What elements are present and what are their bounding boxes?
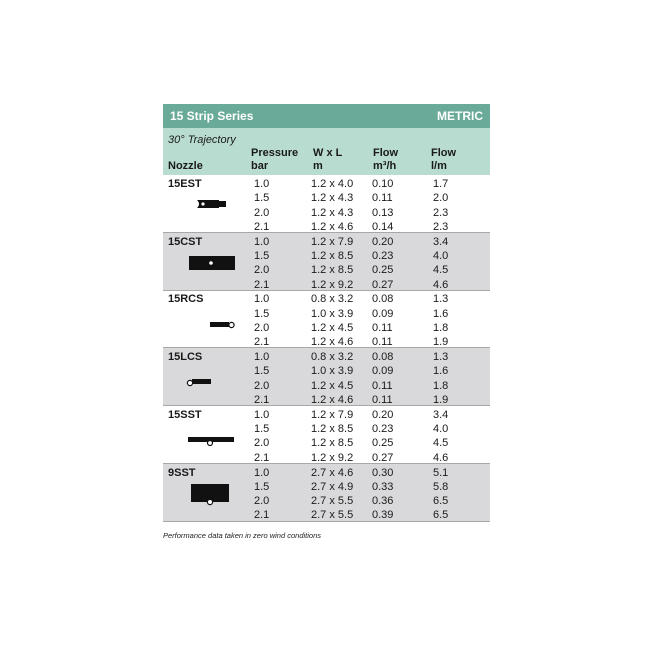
flow-lm-cell: 1.3 — [433, 351, 449, 364]
wxl-cell: 1.2 x 9.2 — [311, 451, 354, 464]
col-flow-lm: Flow l/m — [431, 147, 457, 172]
footnote: Performance data taken in zero wind conditions — [163, 531, 322, 540]
wxl-cell: 1.2 x 4.6 — [311, 336, 354, 349]
flow-lm-cell: 4.6 — [433, 278, 449, 291]
col-wxl: W x L m — [313, 147, 343, 172]
pressure-cell: 2.0 — [254, 321, 270, 334]
nozzle-name: 15SST — [168, 408, 202, 421]
flow-m3h-cell: 0.14 — [372, 220, 394, 233]
nozzle-15est-icon — [197, 197, 227, 215]
flow-m3h-cell: 0.25 — [372, 437, 394, 450]
flow-m3h-cell: 0.08 — [372, 293, 394, 306]
column-header — [163, 128, 490, 175]
wxl-cell: 1.2 x 4.3 — [311, 206, 354, 219]
flow-lm-cell: 1.8 — [433, 379, 449, 392]
nozzle-name: 15LCS — [168, 351, 203, 364]
nozzle-name: 15CST — [168, 235, 203, 248]
flow-lm-cell: 1.6 — [433, 307, 449, 320]
nozzle-group — [163, 348, 490, 406]
title-bar — [163, 104, 490, 128]
flow-lm-cell: 4.6 — [433, 451, 449, 464]
wxl-cell: 1.2 x 8.5 — [311, 264, 354, 277]
pressure-cell: 1.0 — [254, 235, 270, 248]
flow-lm-cell: 5.8 — [433, 480, 449, 493]
flow-lm-cell: 1.9 — [433, 393, 449, 406]
flow-lm-cell: 4.5 — [433, 437, 449, 450]
wxl-cell: 2.7 x 4.6 — [311, 466, 354, 479]
flow-m3h-cell: 0.11 — [372, 192, 393, 205]
pressure-cell: 1.0 — [254, 178, 270, 190]
pressure-cell: 1.0 — [254, 293, 270, 306]
wxl-cell: 2.7 x 5.5 — [311, 509, 354, 522]
nozzle-9sst-icon — [190, 483, 232, 512]
wxl-cell: 1.2 x 4.6 — [311, 393, 354, 406]
nozzle-15rcs-icon — [210, 317, 236, 335]
wxl-cell: 1.2 x 8.5 — [311, 437, 354, 450]
wxl-cell: 0.8 x 3.2 — [311, 293, 354, 306]
wxl-cell: 1.2 x 4.5 — [311, 379, 354, 392]
wxl-cell: 1.0 x 3.9 — [311, 307, 354, 320]
wxl-cell: 2.7 x 4.9 — [311, 480, 354, 493]
pressure-cell: 2.0 — [254, 206, 270, 219]
wxl-cell: 1.2 x 9.2 — [311, 278, 354, 291]
nozzle-group — [163, 175, 490, 233]
pressure-cell: 1.0 — [254, 408, 270, 421]
pressure-cell: 1.5 — [254, 192, 270, 205]
flow-lm-cell: 6.5 — [433, 509, 449, 522]
flow-m3h-cell: 0.25 — [372, 264, 394, 277]
flow-m3h-cell: 0.33 — [372, 480, 394, 493]
flow-m3h-cell: 0.13 — [372, 206, 394, 219]
flow-lm-cell: 2.3 — [433, 206, 449, 219]
flow-lm-cell: 4.0 — [433, 249, 449, 262]
flow-m3h-cell: 0.36 — [372, 495, 394, 508]
nozzle-name: 9SST — [168, 466, 196, 479]
pressure-cell: 2.1 — [254, 336, 270, 349]
pressure-cell: 1.0 — [254, 466, 270, 479]
pressure-cell: 1.0 — [254, 351, 270, 364]
wxl-cell: 1.0 x 3.9 — [311, 365, 354, 378]
pressure-cell: 1.5 — [254, 307, 270, 320]
nozzle-name: 15RCS — [168, 293, 204, 306]
flow-m3h-cell: 0.09 — [372, 365, 394, 378]
flow-lm-cell: 1.7 — [433, 178, 449, 190]
nozzle-group — [163, 290, 490, 348]
flow-lm-cell: 2.0 — [433, 192, 449, 205]
pressure-cell: 2.1 — [254, 451, 270, 464]
pressure-cell: 1.5 — [254, 423, 270, 436]
flow-lm-cell: 4.5 — [433, 264, 449, 277]
pressure-cell: 2.0 — [254, 495, 270, 508]
wxl-cell: 1.2 x 4.3 — [311, 192, 354, 205]
flow-lm-cell: 3.4 — [433, 235, 449, 248]
wxl-cell: 1.2 x 4.5 — [311, 321, 354, 334]
pressure-cell: 1.5 — [254, 365, 270, 378]
flow-m3h-cell: 0.11 — [372, 336, 393, 349]
col-pressure: Pressure bar — [251, 147, 299, 172]
pressure-cell: 2.1 — [254, 278, 270, 291]
flow-lm-cell: 2.3 — [433, 220, 449, 233]
flow-m3h-cell: 0.30 — [372, 466, 394, 479]
flow-m3h-cell: 0.08 — [372, 351, 394, 364]
pressure-cell: 2.1 — [254, 509, 270, 522]
pressure-cell: 2.0 — [254, 264, 270, 277]
wxl-cell: 1.2 x 7.9 — [311, 408, 354, 421]
flow-lm-cell: 4.0 — [433, 423, 449, 436]
flow-m3h-cell: 0.23 — [372, 423, 394, 436]
wxl-cell: 1.2 x 8.5 — [311, 423, 354, 436]
pressure-cell: 2.1 — [254, 393, 270, 406]
nozzle-name: 15EST — [168, 178, 202, 190]
nozzle-15sst-icon — [188, 434, 234, 452]
wxl-cell: 1.2 x 8.5 — [311, 249, 354, 262]
units-label: METRIC — [437, 109, 483, 123]
pressure-cell: 2.1 — [254, 220, 270, 233]
flow-m3h-cell: 0.20 — [372, 408, 394, 421]
flow-lm-cell: 1.9 — [433, 336, 449, 349]
wxl-cell: 1.2 x 4.6 — [311, 220, 354, 233]
flow-lm-cell: 3.4 — [433, 408, 449, 421]
trajectory-label: 30° Trajectory — [168, 134, 236, 146]
nozzle-15lcs-icon — [186, 374, 212, 392]
flow-m3h-cell: 0.27 — [372, 451, 394, 464]
nozzle-15cst-icon — [189, 255, 235, 276]
flow-m3h-cell: 0.27 — [372, 278, 394, 291]
flow-lm-cell: 6.5 — [433, 495, 449, 508]
pressure-cell: 1.5 — [254, 249, 270, 262]
flow-m3h-cell: 0.11 — [372, 321, 393, 334]
flow-m3h-cell: 0.39 — [372, 509, 394, 522]
col-flow-m3h: Flow m³/h — [373, 147, 399, 172]
flow-m3h-cell: 0.10 — [372, 178, 394, 190]
nozzle-group — [163, 464, 490, 522]
nozzle-group — [163, 406, 490, 464]
wxl-cell: 1.2 x 7.9 — [311, 235, 354, 248]
flow-lm-cell: 5.1 — [433, 466, 449, 479]
wxl-cell: 2.7 x 5.5 — [311, 495, 354, 508]
series-title: 15 Strip Series — [170, 109, 254, 123]
flow-m3h-cell: 0.11 — [372, 393, 393, 406]
flow-m3h-cell: 0.20 — [372, 235, 394, 248]
nozzle-group — [163, 233, 490, 291]
flow-m3h-cell: 0.09 — [372, 307, 394, 320]
flow-lm-cell: 1.6 — [433, 365, 449, 378]
flow-lm-cell: 1.3 — [433, 293, 449, 306]
flow-lm-cell: 1.8 — [433, 321, 449, 334]
pressure-cell: 2.0 — [254, 379, 270, 392]
wxl-cell: 0.8 x 3.2 — [311, 351, 354, 364]
col-nozzle: Nozzle — [168, 160, 203, 172]
pressure-cell: 1.5 — [254, 480, 270, 493]
flow-m3h-cell: 0.23 — [372, 249, 394, 262]
pressure-cell: 2.0 — [254, 437, 270, 450]
wxl-cell: 1.2 x 4.0 — [311, 178, 354, 190]
flow-m3h-cell: 0.11 — [372, 379, 393, 392]
